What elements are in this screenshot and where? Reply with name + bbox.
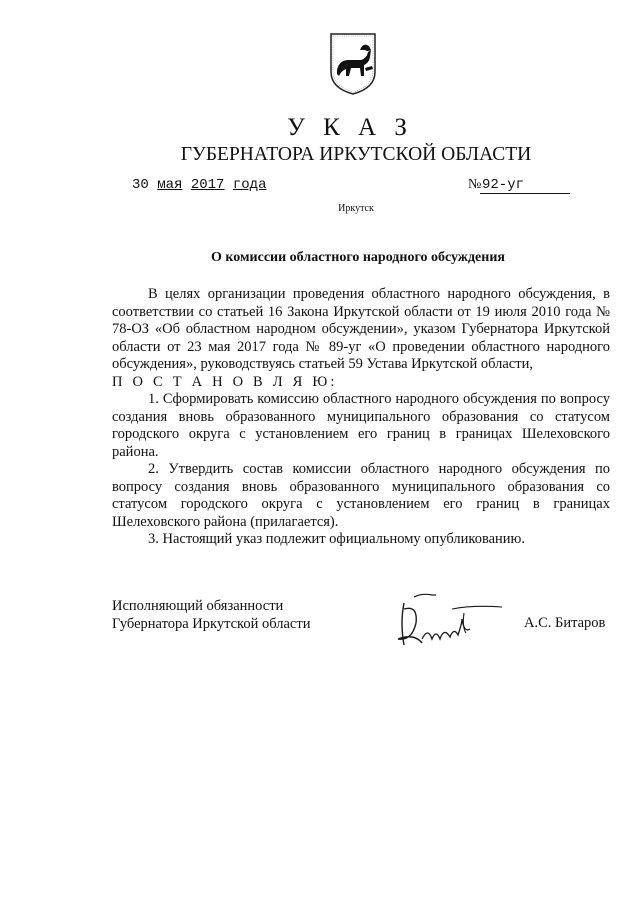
date-suffix: года: [232, 177, 267, 193]
document-date: [132, 177, 266, 193]
decree-item-1: 1. Сформировать комиссию областного народного обсуждения по вопросу создания вновь образованного муниципального образования со статусом городского округа с установлением его границ в границах Шелеховского района.: [112, 391, 610, 460]
signature-icon: [392, 583, 510, 655]
signatory-name: А.С. Битаров: [524, 615, 606, 631]
document-body: [112, 286, 610, 549]
decree-item-3: 3. Настоящий указ подлежит официальному опубликованию.: [148, 531, 526, 547]
date-year: 2017: [190, 177, 225, 193]
preamble-paragraph: В целях организации проведения областного народного обсуждения, в соответствии со статьей 16 Закона Иркутской области от 19 июля 2010 года № 78-ОЗ «Об областном народном обсуждении», указом Губернатора Иркутской области от 23 мая 2017 года № 89-уг «О проведении областного народного обсуждения», руководствуясь статьей 59 Устава Иркутской области,: [112, 286, 610, 372]
date-day: 30: [132, 177, 149, 193]
decree-word: П О С Т А Н О В Л Я Ю:: [112, 373, 338, 390]
signatory-position: [112, 597, 310, 633]
coat-of-arms-icon: [327, 30, 379, 96]
date-month: мая: [157, 177, 183, 193]
document-issuer: ГУБЕРНАТОРА ИРКУТСКОЙ ОБЛАСТИ: [180, 144, 532, 165]
decree-item-2: 2. Утвердить состав комиссии областного народного обсуждения по вопросу создания вновь образованного муниципального образования со статусом городского округа с установлением его границ в границах Шелеховского района (прилагается).: [112, 461, 610, 530]
number-label: №: [468, 177, 482, 192]
document-city: Иркутск: [338, 203, 374, 214]
document-subject: О комиссии областного народного обсуждения: [211, 250, 505, 265]
signatory-position-line-1: Исполняющий обязанности: [112, 598, 284, 614]
signatory-position-line-2: Губернатора Иркутской области: [112, 616, 311, 632]
document-number: 92-уг: [480, 177, 570, 194]
document-title: У К А З: [287, 114, 413, 141]
